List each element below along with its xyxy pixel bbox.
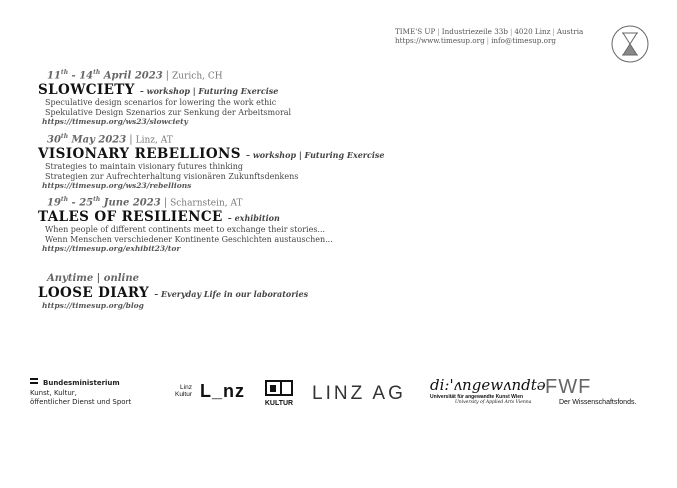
event-subtitle: – Everyday Life in our laboratories [154, 289, 309, 299]
linz-ag-logo: LINZ AG [312, 383, 406, 404]
hourglass-logo-icon [611, 25, 649, 63]
event-loose-diary [38, 273, 308, 311]
event-subtitle: – exhibition [227, 213, 280, 224]
event-title: SLOWCIETY [38, 82, 135, 99]
event-date: 11th - 14th April 2023 | Zurich, CH [47, 69, 223, 82]
event-date: Anytime | online [47, 273, 139, 284]
event-slowciety [38, 67, 291, 127]
event-desc-de: Wenn Menschen verschiedener Kontinente Geschichten austauschen... [45, 234, 333, 244]
linz-kultur-label: Linz Kultur [175, 384, 192, 398]
fwf-logo: FWF Der Wissenschaftsfonds. [545, 376, 637, 406]
org-country: Austria [556, 27, 584, 36]
event-location: Zurich, CH [172, 71, 223, 82]
event-title: VISIONARY REBELLIONS [38, 146, 241, 163]
event-location: Scharnstein, AT [170, 198, 243, 209]
event-visionary-rebellions [38, 131, 385, 191]
event-title: LOOSE DIARY [38, 285, 150, 301]
org-address: Industriezeile 33b [441, 27, 508, 36]
org-name: TIME'S UP [395, 27, 436, 36]
event-location: Linz, AT [135, 135, 173, 146]
website-link[interactable]: https://www.timesup.org [395, 36, 485, 45]
event-url[interactable]: https://timesup.org/ws23/slowciety [42, 117, 188, 127]
kultur-logo: KULTUR [263, 380, 295, 407]
kultur-box-icon [265, 380, 293, 396]
event-url[interactable]: https://timesup.org/ws23/rebellions [42, 181, 192, 191]
event-subtitle: – workshop | Futuring Exercise [139, 86, 279, 97]
event-subtitle: – workshop | Futuring Exercise [246, 150, 385, 161]
event-url[interactable]: https://timesup.org/blog [42, 301, 144, 310]
event-desc-en: Speculative design scenarios for lowering the work ethic [45, 98, 277, 108]
event-tales-of-resilience [38, 194, 333, 254]
email-link[interactable]: info@timesup.org [491, 36, 557, 45]
ministry-logo: Bundesministerium Kunst, Kultur, öffentlicher Dienst und Sport [30, 379, 132, 406]
event-date: 30th May 2023 | Linz, AT [47, 133, 173, 146]
event-date: 19th - 25th June 2023 | Scharnstein, AT [47, 196, 243, 209]
event-desc-de: Strategien zur Aufrechterhaltung visionären Zukunftsdenkens [45, 171, 299, 181]
event-desc-en: Strategies to maintain visionary futures thinking [45, 162, 243, 172]
contact-header: TIME'S UP | Industriezeile 33b | 4020 Linz | Austria https://www.timesup.org | info@timesup.org [395, 27, 584, 45]
event-desc-de: Spekulative Design Szenarios zur Senkung der Arbeitsmoral [45, 107, 292, 117]
linz-logo: L_nz [200, 381, 246, 401]
austria-flag-icon [30, 378, 38, 384]
event-title: TALES OF RESILIENCE [38, 209, 223, 226]
event-desc-en: When people of different continents meet to exchange their stories... [45, 225, 326, 235]
angewandte-logo: di:'ʌngewʌndtə Universität für angewandte Kunst Wien University of Applied Arts Vienna [430, 376, 546, 405]
org-city: 4020 Linz [514, 27, 551, 36]
event-url[interactable]: https://timesup.org/exhibit23/tor [42, 244, 181, 254]
